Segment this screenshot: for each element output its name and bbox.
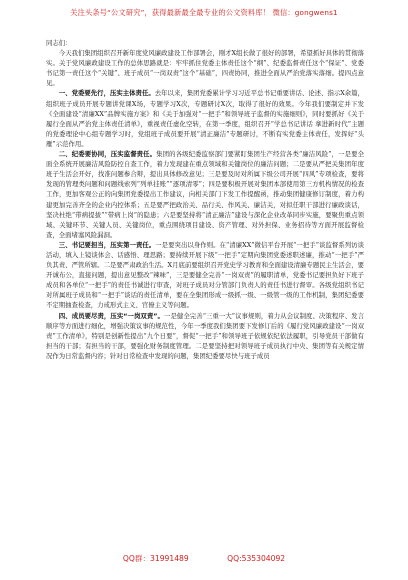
- promo-banner: 关注头条号“公文研究”，获得最新最全最专业的公文资料库！ 微信：gongwens1: [70, 8, 338, 17]
- greeting: 同志们：: [46, 39, 72, 47]
- section-text: 一是健全完善“三重一大”议事规则，着力从会议制度、决策程序、发言顺序等方面进行细化，增强决策议事的规范性，今年一季度我们集团要下发修订后的《履行党风廉政建设“一岗双责”工作清单》，特别是创新性提出“九个日要”，督促“一把手”和领导班子依规依纪依法履职，引导党员干部做有担当的干部；有担当的干部，要强化财务制度管理。二是要坚持把对领导班子成员执行中央、集团等有关规定情况作为日常监督内容；针对日常检查中发现的问题，集团纪委要尽快与班子成员: [46, 311, 364, 360]
- section-heading: 二、纪委要协同，压实监督责任。: [58, 150, 157, 159]
- section-heading: 三、书记要担当，压实第一责任。: [58, 240, 156, 249]
- section-paragraph: [46, 240, 364, 311]
- section-heading: 一、党委要先行，压实主体责任。: [58, 89, 155, 98]
- qq-text: QQ:535304092: [227, 554, 286, 563]
- section-heading: 四、成员要尽责，压实“一岗双责”。: [58, 311, 165, 320]
- section-text: 去年以来，集团党委累计学习习近平总书记重要讲话、论述、指示X余篇，组织班子成员开展专题讲党课X场，专题学习X次，专题研讨X次，取得了很好的效果。今年我们要制定并下发《全面建设“清廉XX”品牌实施方案》和《关于加强对“一把手”和领导班子监督的实施细则》，同时要抓好《关于履行全面从严治党主体责任清单》，重视责任虚化空转，在第一季度，组织召开“学总书记讲话 拿进新时代”主题的党委理论中心组专题学习时，党组班子成员要开展“清正廉洁”专题研讨，不断有实党委主体责任，发挥好“头雁”示范作用。: [46, 89, 364, 148]
- speech-body: [46, 38, 364, 361]
- section-paragraph: [46, 311, 364, 361]
- section-paragraph: [46, 88, 364, 149]
- intro-paragraph: 今天我们集团组织召开新年度党风廉政建设工作部署会，刚才X组长做了很好的部署，希望抓好具体的贯彻落实。关于党风廉政建设工作的总体思路就是：牢牢抓住党委主体责任这个“纲”、纪委监督责任这个“保证”、党委书记第一责任这个“关键”、班子成员“一岗双责”这个“基础”，四责协同，推进全面从严治党落实落细。提四点意见。: [46, 49, 364, 88]
- section-text: 一是要突出以身作则。在“清廉XX”微信平台开展“一把手”谈监督系列访谈活动，填入上镜谈体会、话感悟、理思路；要持续开展下级“一把手”定期向集团党委述职述廉，推动“一把手”严负其责、严管所辖。二是要严肃政治生活。X月底前要组织召开党史学习教育和全面建设清廉专题民主生活会，要开诚布公，直接问题，提出意见整改“辣味”，三是要健全完善“一岗双责”的履职清单，党委书记要担负好下班子成员和各单位“一把手”的责任书诚进行审查，对班子成员对分管部门负责人的责任书进行督审。各级党组织书记对所属班子成员和“一把手”谈话的责任清单，要在全集团形成一级抓一级、一级管一级的工作机制，集团纪委要不定期抽查检查，力戒形式主义、官僚主义等问题。: [46, 240, 364, 310]
- qq-group-text: QQ群：31991489: [122, 554, 189, 563]
- section-paragraph: [46, 149, 364, 240]
- contact-footer: [0, 553, 408, 564]
- section-text: 集团的各级纪委监察部门要紧盯集团生产经营各类“廉洁风险”，一是要全面全系统开展廉洁风险防控自查工作，着力发现建在重点领域和关键岗位的廉洁问题；二是要从严把关集团年度班子生活会开好，找准问题参合辩，提出具体修改意见；三是要及时对所属下级公司开展“四风”专项检查，要将发现的管理类问题和问题线索列“列单挂账”“逐项清零”；四是要积极开展对集团本部使用第三方机构情况的检查工作，更加客观公正的向集团党委提出工作建议，向相关部门下发工作提醒函，推动集团健康修订制度，着力构建更加完善齐全的企业内控体系；五是要严把政治关、品行关、作风关、廉洁关，对拟任职干部进行廉政谈话，坚决杜绝“带病提拔”“带病上岗”的隐患；六是要坚持将“清正廉洁”建设与深化企业改革同步实施，要聚焦重点领域、关键环节、关键人员、关键岗位，重点围绕项目建设、资产管理、对外担保、业务招待等方面开展监督检查，全面堵塞风险漏洞。: [46, 150, 364, 239]
